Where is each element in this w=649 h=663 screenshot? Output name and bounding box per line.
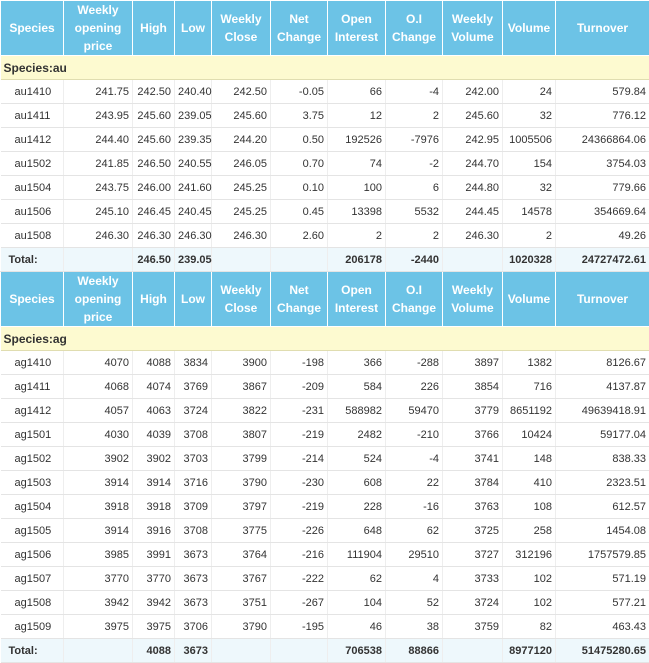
header-volume: Volume xyxy=(503,272,556,327)
header-weekly-opening-price: Weekly opening price xyxy=(64,1,133,56)
cell-high: 3770 xyxy=(133,567,175,591)
header-low: Low xyxy=(175,1,212,56)
species-label: Species:ag xyxy=(1,327,649,351)
cell-weekly-opening-price: 244.40 xyxy=(64,128,133,152)
cell-weekly-opening-price: 246.30 xyxy=(64,224,133,248)
total-net-change xyxy=(271,639,328,663)
cell-oi-change: -210 xyxy=(386,423,443,447)
table-row xyxy=(1,152,649,176)
cell-open-interest: 104 xyxy=(328,591,386,615)
total-oi-change: -2440 xyxy=(386,248,443,272)
total-row xyxy=(1,248,649,272)
cell-volume: 8651192 xyxy=(503,399,556,423)
cell-high: 246.50 xyxy=(133,152,175,176)
header-weekly-volume: Weekly Volume xyxy=(443,272,503,327)
cell-volume: 32 xyxy=(503,104,556,128)
cell-weekly-close: 3799 xyxy=(212,447,271,471)
cell-species: ag1411 xyxy=(1,375,64,399)
cell-species: ag1502 xyxy=(1,447,64,471)
cell-oi-change: 5532 xyxy=(386,200,443,224)
cell-weekly-close: 245.60 xyxy=(212,104,271,128)
column-header-row xyxy=(1,272,649,327)
cell-open-interest: 2 xyxy=(328,224,386,248)
cell-volume: 32 xyxy=(503,176,556,200)
header-high: High xyxy=(133,272,175,327)
cell-oi-change: 59470 xyxy=(386,399,443,423)
cell-low: 3673 xyxy=(175,567,212,591)
cell-low: 241.60 xyxy=(175,176,212,200)
header-volume: Volume xyxy=(503,1,556,56)
cell-high: 3918 xyxy=(133,495,175,519)
cell-volume: 102 xyxy=(503,567,556,591)
cell-oi-change: 22 xyxy=(386,471,443,495)
cell-low: 3716 xyxy=(175,471,212,495)
total-weekly-close xyxy=(212,639,271,663)
cell-open-interest: 66 xyxy=(328,80,386,104)
cell-oi-change: -16 xyxy=(386,495,443,519)
total-high: 246.50 xyxy=(133,248,175,272)
table-row xyxy=(1,128,649,152)
header-oi-change: O.I Change xyxy=(386,1,443,56)
cell-low: 3769 xyxy=(175,375,212,399)
cell-oi-change: 4 xyxy=(386,567,443,591)
cell-weekly-volume: 245.60 xyxy=(443,104,503,128)
cell-volume: 154 xyxy=(503,152,556,176)
table-row xyxy=(1,351,649,375)
cell-low: 240.55 xyxy=(175,152,212,176)
cell-weekly-close: 3867 xyxy=(212,375,271,399)
header-turnover: Turnover xyxy=(556,272,649,327)
cell-turnover: 59177.04 xyxy=(556,423,649,447)
cell-weekly-opening-price: 3914 xyxy=(64,471,133,495)
table-row xyxy=(1,423,649,447)
table-row xyxy=(1,543,649,567)
cell-net-change: -231 xyxy=(271,399,328,423)
cell-weekly-close: 246.05 xyxy=(212,152,271,176)
cell-weekly-volume: 3759 xyxy=(443,615,503,639)
cell-net-change: -198 xyxy=(271,351,328,375)
cell-oi-change: 62 xyxy=(386,519,443,543)
cell-volume: 312196 xyxy=(503,543,556,567)
total-low: 3673 xyxy=(175,639,212,663)
cell-weekly-close: 3764 xyxy=(212,543,271,567)
header-weekly-volume: Weekly Volume xyxy=(443,1,503,56)
cell-weekly-close: 3775 xyxy=(212,519,271,543)
header-weekly-close: Weekly Close xyxy=(212,272,271,327)
header-net-change: Net Change xyxy=(271,1,328,56)
cell-weekly-close: 246.30 xyxy=(212,224,271,248)
header-open-interest: Open Interest xyxy=(328,272,386,327)
cell-species: au1504 xyxy=(1,176,64,200)
header-weekly-close: Weekly Close xyxy=(212,1,271,56)
cell-net-change: -222 xyxy=(271,567,328,591)
header-turnover: Turnover xyxy=(556,1,649,56)
cell-species: ag1410 xyxy=(1,351,64,375)
cell-volume: 10424 xyxy=(503,423,556,447)
total-low: 239.05 xyxy=(175,248,212,272)
cell-species: ag1501 xyxy=(1,423,64,447)
cell-open-interest: 588982 xyxy=(328,399,386,423)
header-weekly-opening-price: Weekly opening price xyxy=(64,272,133,327)
table-row xyxy=(1,615,649,639)
cell-weekly-volume: 244.80 xyxy=(443,176,503,200)
cell-open-interest: 74 xyxy=(328,152,386,176)
cell-open-interest: 228 xyxy=(328,495,386,519)
cell-open-interest: 524 xyxy=(328,447,386,471)
cell-weekly-opening-price: 3985 xyxy=(64,543,133,567)
cell-turnover: 779.66 xyxy=(556,176,649,200)
cell-weekly-close: 3900 xyxy=(212,351,271,375)
total-weekly-opening-price xyxy=(64,639,133,663)
cell-turnover: 354669.64 xyxy=(556,200,649,224)
cell-weekly-close: 3807 xyxy=(212,423,271,447)
cell-turnover: 577.21 xyxy=(556,591,649,615)
cell-oi-change: 2 xyxy=(386,224,443,248)
cell-low: 240.45 xyxy=(175,200,212,224)
cell-weekly-opening-price: 245.10 xyxy=(64,200,133,224)
cell-open-interest: 192526 xyxy=(328,128,386,152)
cell-turnover: 2323.51 xyxy=(556,471,649,495)
cell-weekly-volume: 3784 xyxy=(443,471,503,495)
cell-volume: 258 xyxy=(503,519,556,543)
cell-oi-change: -4 xyxy=(386,447,443,471)
table-row xyxy=(1,80,649,104)
cell-species: ag1504 xyxy=(1,495,64,519)
cell-species: ag1503 xyxy=(1,471,64,495)
cell-weekly-close: 3797 xyxy=(212,495,271,519)
cell-net-change: 0.70 xyxy=(271,152,328,176)
table-body xyxy=(1,1,649,663)
cell-volume: 82 xyxy=(503,615,556,639)
total-weekly-close xyxy=(212,248,271,272)
cell-turnover: 49639418.91 xyxy=(556,399,649,423)
cell-high: 3942 xyxy=(133,591,175,615)
cell-oi-change: -7976 xyxy=(386,128,443,152)
cell-species: ag1506 xyxy=(1,543,64,567)
column-header-row xyxy=(1,1,649,56)
cell-species: au1502 xyxy=(1,152,64,176)
cell-species: ag1505 xyxy=(1,519,64,543)
cell-high: 3902 xyxy=(133,447,175,471)
total-open-interest: 706538 xyxy=(328,639,386,663)
cell-turnover: 8126.67 xyxy=(556,351,649,375)
cell-oi-change: -2 xyxy=(386,152,443,176)
cell-high: 4039 xyxy=(133,423,175,447)
cell-open-interest: 584 xyxy=(328,375,386,399)
cell-low: 3709 xyxy=(175,495,212,519)
table-row xyxy=(1,567,649,591)
cell-low: 246.30 xyxy=(175,224,212,248)
cell-net-change: -214 xyxy=(271,447,328,471)
cell-weekly-opening-price: 4068 xyxy=(64,375,133,399)
total-turnover: 24727472.61 xyxy=(556,248,649,272)
cell-high: 3975 xyxy=(133,615,175,639)
cell-low: 3708 xyxy=(175,423,212,447)
header-species: Species xyxy=(1,272,64,327)
cell-weekly-opening-price: 241.85 xyxy=(64,152,133,176)
cell-weekly-close: 245.25 xyxy=(212,176,271,200)
cell-weekly-volume: 3854 xyxy=(443,375,503,399)
cell-low: 3724 xyxy=(175,399,212,423)
cell-oi-change: 6 xyxy=(386,176,443,200)
cell-high: 4063 xyxy=(133,399,175,423)
cell-turnover: 3754.03 xyxy=(556,152,649,176)
cell-species: au1508 xyxy=(1,224,64,248)
cell-high: 245.60 xyxy=(133,128,175,152)
cell-species: au1410 xyxy=(1,80,64,104)
cell-weekly-opening-price: 3942 xyxy=(64,591,133,615)
cell-oi-change: -288 xyxy=(386,351,443,375)
table-row xyxy=(1,447,649,471)
cell-net-change: 3.75 xyxy=(271,104,328,128)
cell-species: ag1509 xyxy=(1,615,64,639)
cell-open-interest: 46 xyxy=(328,615,386,639)
cell-weekly-close: 3822 xyxy=(212,399,271,423)
cell-weekly-opening-price: 3914 xyxy=(64,519,133,543)
cell-open-interest: 2482 xyxy=(328,423,386,447)
cell-volume: 716 xyxy=(503,375,556,399)
cell-turnover: 838.33 xyxy=(556,447,649,471)
cell-low: 3706 xyxy=(175,615,212,639)
cell-weekly-close: 242.50 xyxy=(212,80,271,104)
cell-high: 246.30 xyxy=(133,224,175,248)
cell-high: 242.50 xyxy=(133,80,175,104)
cell-weekly-opening-price: 3770 xyxy=(64,567,133,591)
table-row xyxy=(1,471,649,495)
header-high: High xyxy=(133,1,175,56)
total-volume: 1020328 xyxy=(503,248,556,272)
table-row xyxy=(1,519,649,543)
total-volume: 8977120 xyxy=(503,639,556,663)
cell-net-change: -226 xyxy=(271,519,328,543)
cell-net-change: 2.60 xyxy=(271,224,328,248)
total-turnover: 51475280.65 xyxy=(556,639,649,663)
cell-weekly-volume: 242.00 xyxy=(443,80,503,104)
cell-weekly-close: 3767 xyxy=(212,567,271,591)
cell-volume: 410 xyxy=(503,471,556,495)
cell-low: 3673 xyxy=(175,591,212,615)
cell-low: 3703 xyxy=(175,447,212,471)
cell-volume: 1005506 xyxy=(503,128,556,152)
cell-net-change: 0.10 xyxy=(271,176,328,200)
cell-turnover: 579.84 xyxy=(556,80,649,104)
cell-weekly-opening-price: 243.75 xyxy=(64,176,133,200)
cell-weekly-opening-price: 4057 xyxy=(64,399,133,423)
cell-weekly-volume: 3733 xyxy=(443,567,503,591)
cell-species: au1412 xyxy=(1,128,64,152)
cell-oi-change: 226 xyxy=(386,375,443,399)
cell-open-interest: 366 xyxy=(328,351,386,375)
cell-net-change: -267 xyxy=(271,591,328,615)
total-weekly-volume xyxy=(443,248,503,272)
total-weekly-opening-price xyxy=(64,248,133,272)
cell-volume: 102 xyxy=(503,591,556,615)
table-row xyxy=(1,224,649,248)
species-group-row xyxy=(1,327,649,351)
cell-low: 239.05 xyxy=(175,104,212,128)
cell-net-change: -219 xyxy=(271,495,328,519)
table-row xyxy=(1,591,649,615)
cell-net-change: -230 xyxy=(271,471,328,495)
cell-volume: 2 xyxy=(503,224,556,248)
cell-weekly-volume: 246.30 xyxy=(443,224,503,248)
cell-turnover: 463.43 xyxy=(556,615,649,639)
cell-weekly-close: 245.25 xyxy=(212,200,271,224)
cell-high: 4088 xyxy=(133,351,175,375)
cell-weekly-opening-price: 241.75 xyxy=(64,80,133,104)
total-label: Total: xyxy=(1,248,64,272)
cell-weekly-volume: 3727 xyxy=(443,543,503,567)
total-high: 4088 xyxy=(133,639,175,663)
cell-net-change: -195 xyxy=(271,615,328,639)
cell-oi-change: 2 xyxy=(386,104,443,128)
cell-open-interest: 62 xyxy=(328,567,386,591)
cell-net-change: 0.45 xyxy=(271,200,328,224)
cell-net-change: -0.05 xyxy=(271,80,328,104)
cell-open-interest: 608 xyxy=(328,471,386,495)
total-weekly-volume xyxy=(443,639,503,663)
cell-weekly-volume: 3763 xyxy=(443,495,503,519)
cell-weekly-opening-price: 4070 xyxy=(64,351,133,375)
cell-turnover: 24366864.06 xyxy=(556,128,649,152)
cell-low: 239.35 xyxy=(175,128,212,152)
header-open-interest: Open Interest xyxy=(328,1,386,56)
table-row xyxy=(1,200,649,224)
cell-turnover: 1454.08 xyxy=(556,519,649,543)
cell-oi-change: 38 xyxy=(386,615,443,639)
cell-weekly-volume: 3724 xyxy=(443,591,503,615)
cell-high: 4074 xyxy=(133,375,175,399)
cell-turnover: 571.19 xyxy=(556,567,649,591)
cell-turnover: 776.12 xyxy=(556,104,649,128)
cell-weekly-opening-price: 4030 xyxy=(64,423,133,447)
cell-weekly-volume: 3766 xyxy=(443,423,503,447)
cell-open-interest: 100 xyxy=(328,176,386,200)
header-species: Species xyxy=(1,1,64,56)
cell-weekly-close: 3751 xyxy=(212,591,271,615)
cell-turnover: 1757579.85 xyxy=(556,543,649,567)
cell-volume: 14578 xyxy=(503,200,556,224)
species-group-row xyxy=(1,56,649,80)
cell-volume: 108 xyxy=(503,495,556,519)
table-row xyxy=(1,495,649,519)
cell-species: ag1508 xyxy=(1,591,64,615)
cell-weekly-volume: 3725 xyxy=(443,519,503,543)
cell-high: 3916 xyxy=(133,519,175,543)
table-row xyxy=(1,399,649,423)
cell-low: 3834 xyxy=(175,351,212,375)
cell-low: 240.40 xyxy=(175,80,212,104)
cell-open-interest: 13398 xyxy=(328,200,386,224)
cell-weekly-opening-price: 3918 xyxy=(64,495,133,519)
total-oi-change: 88866 xyxy=(386,639,443,663)
cell-species: ag1412 xyxy=(1,399,64,423)
cell-weekly-close: 3790 xyxy=(212,471,271,495)
cell-open-interest: 111904 xyxy=(328,543,386,567)
table-row xyxy=(1,104,649,128)
cell-high: 3991 xyxy=(133,543,175,567)
total-label: Total: xyxy=(1,639,64,663)
cell-net-change: -209 xyxy=(271,375,328,399)
cell-weekly-volume: 3897 xyxy=(443,351,503,375)
cell-turnover: 612.57 xyxy=(556,495,649,519)
cell-net-change: -219 xyxy=(271,423,328,447)
cell-high: 3914 xyxy=(133,471,175,495)
cell-species: au1506 xyxy=(1,200,64,224)
cell-weekly-volume: 3741 xyxy=(443,447,503,471)
cell-net-change: 0.50 xyxy=(271,128,328,152)
cell-volume: 148 xyxy=(503,447,556,471)
cell-species: ag1507 xyxy=(1,567,64,591)
header-oi-change: O.I Change xyxy=(386,272,443,327)
total-row xyxy=(1,639,649,663)
cell-weekly-volume: 244.45 xyxy=(443,200,503,224)
cell-open-interest: 648 xyxy=(328,519,386,543)
header-low: Low xyxy=(175,272,212,327)
cell-weekly-opening-price: 243.95 xyxy=(64,104,133,128)
cell-weekly-close: 244.20 xyxy=(212,128,271,152)
cell-volume: 24 xyxy=(503,80,556,104)
cell-species: au1411 xyxy=(1,104,64,128)
cell-volume: 1382 xyxy=(503,351,556,375)
cell-weekly-volume: 242.95 xyxy=(443,128,503,152)
cell-oi-change: -4 xyxy=(386,80,443,104)
total-net-change xyxy=(271,248,328,272)
total-open-interest: 206178 xyxy=(328,248,386,272)
table-row xyxy=(1,176,649,200)
cell-low: 3708 xyxy=(175,519,212,543)
cell-oi-change: 52 xyxy=(386,591,443,615)
cell-low: 3673 xyxy=(175,543,212,567)
table-row xyxy=(1,375,649,399)
species-label: Species:au xyxy=(1,56,649,80)
cell-oi-change: 29510 xyxy=(386,543,443,567)
cell-turnover: 4137.87 xyxy=(556,375,649,399)
cell-high: 246.00 xyxy=(133,176,175,200)
cell-open-interest: 12 xyxy=(328,104,386,128)
cell-high: 246.45 xyxy=(133,200,175,224)
cell-weekly-close: 3790 xyxy=(212,615,271,639)
cell-net-change: -216 xyxy=(271,543,328,567)
cell-turnover: 49.26 xyxy=(556,224,649,248)
cell-high: 245.60 xyxy=(133,104,175,128)
cell-weekly-volume: 3779 xyxy=(443,399,503,423)
cell-weekly-opening-price: 3902 xyxy=(64,447,133,471)
header-net-change: Net Change xyxy=(271,272,328,327)
cell-weekly-opening-price: 3975 xyxy=(64,615,133,639)
cell-weekly-volume: 244.70 xyxy=(443,152,503,176)
